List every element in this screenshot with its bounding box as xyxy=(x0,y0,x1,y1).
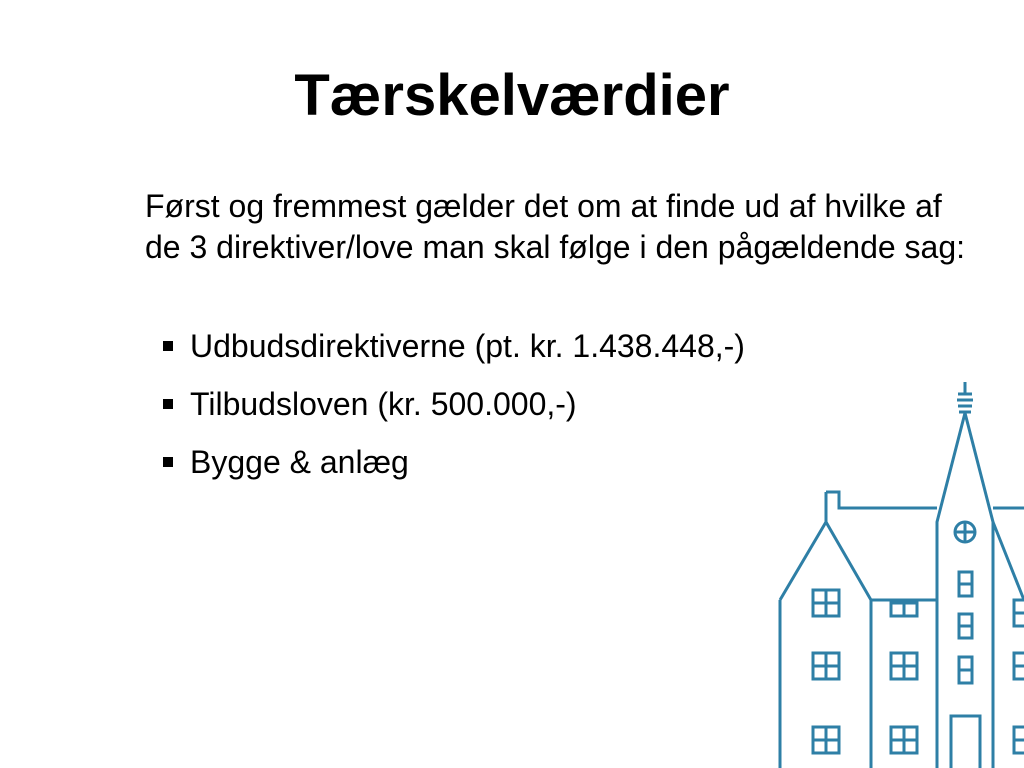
bullet-item-bygge-anlaeg xyxy=(163,442,745,482)
building-illustration-icon xyxy=(770,375,1024,768)
bullet-item-udbudsdirektiverne xyxy=(163,326,745,366)
slide-title: Tærskelværdier xyxy=(294,63,730,128)
bullet-item-tilbudsloven xyxy=(163,384,745,424)
square-bullet-icon xyxy=(163,341,173,351)
bullet-label: Bygge & anlæg xyxy=(190,444,409,480)
bullet-list xyxy=(163,326,745,500)
square-bullet-icon xyxy=(163,457,173,467)
intro-paragraph: Først og fremmest gælder det om at finde ud af hvilke af de 3 direktiver/love man skal følge i den pågældende sag: xyxy=(145,188,966,265)
bullet-label: Tilbudsloven (kr. 500.000,-) xyxy=(190,386,577,422)
bullet-label: Udbudsdirektiverne (pt. kr. 1.438.448,-) xyxy=(190,328,745,364)
square-bullet-icon xyxy=(163,399,173,409)
